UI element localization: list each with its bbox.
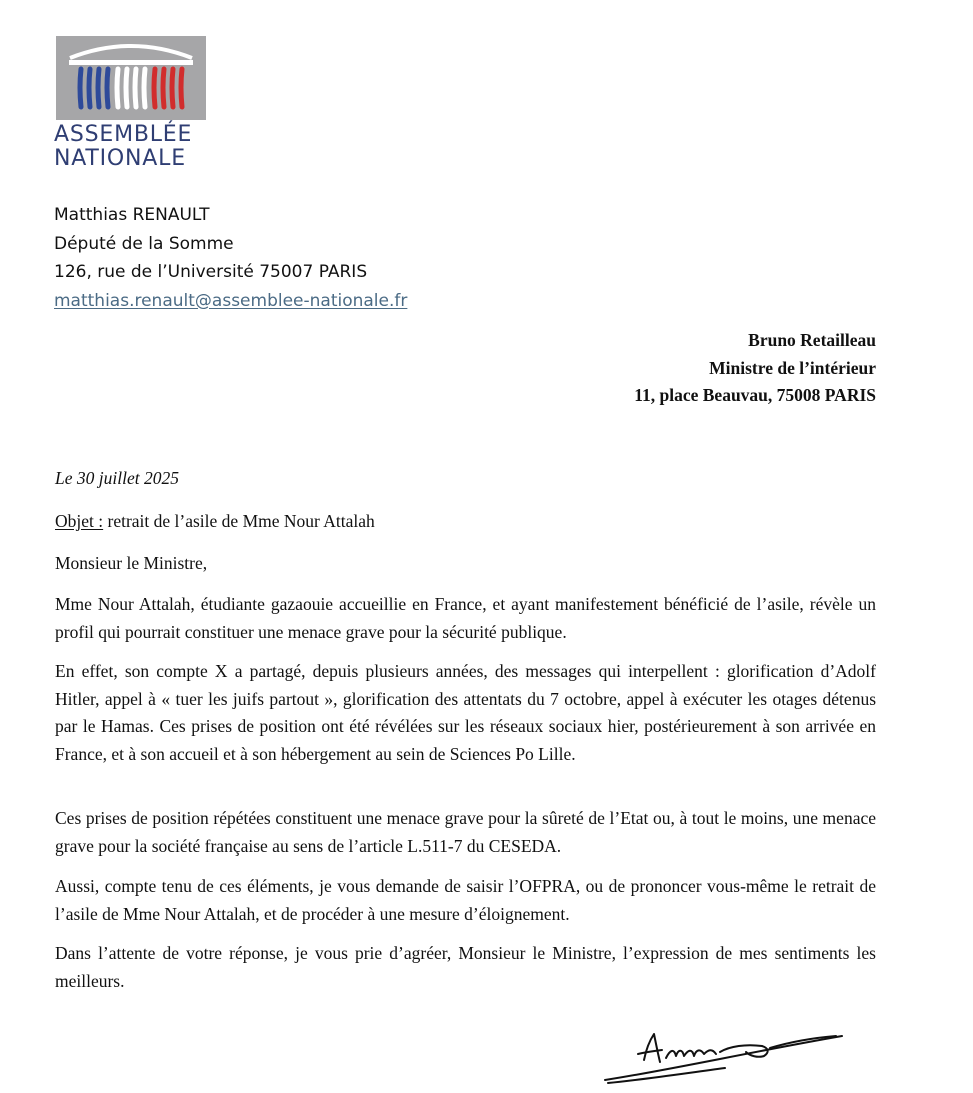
sender-title: Député de la Somme [54, 233, 234, 254]
sender-block [54, 201, 407, 315]
logo-text-line-2: NATIONALE [54, 146, 186, 171]
hemicycle-emblem-icon [56, 36, 206, 120]
letter-paragraph: Aussi, compte tenu de ces éléments, je vous demande de saisir l’OFPRA, ou de prononcer vous-même le retrait de l’asile de Mme Nour Attalah, et de procéder à une mesure d’éloignement. [55, 876, 876, 924]
letter-paragraph: En effet, son compte X a partagé, depuis plusieurs années, des messages qui interpellent : glorification d’Adolf Hitler, appel à « tuer les juifs partout », glorification des attentats du 7 octobre, appel à exécuter les otages détenus par le Hamas. Ces prises de position ont été révélées sur les réseaux sociaux hier, postérieurement à son arrivée en France, et à son accueil et à son hébergement au sein de Sciences Po Lille. [55, 661, 876, 764]
recipient-block [634, 327, 876, 410]
subject-text: retrait de l’asile de Mme Nour Attalah [103, 511, 375, 531]
emblem-pediment [70, 46, 192, 58]
sender-address: 126, rue de l’Université 75007 PARIS [54, 262, 368, 282]
emblem-architrave [69, 60, 193, 65]
hemicycle-emblem [56, 36, 206, 120]
recipient-title: Ministre de l’intérieur [709, 357, 876, 378]
recipient-address: 11, place Beauvau, 75008 PARIS [634, 385, 876, 405]
letter-salutation: Monsieur le Ministre, [55, 553, 208, 573]
letter-paragraph: Mme Nour Attalah, étudiante gazaouie accueillie en France, et ayant manifestement bénéficié de l’asile, révèle un profil qui pourrait constituer une menace grave pour la sécurité publique. [55, 594, 876, 642]
assemblee-nationale-logo [54, 36, 207, 176]
letter-subject [55, 508, 876, 536]
handwritten-signature [600, 1026, 850, 1086]
subject-label: Objet : [55, 511, 104, 531]
letter-paragraph: Ces prises de position répétées constituent une menace grave pour la sûreté de l’Etat ou, à tout le moins, une menace grave pour la société française au sens de l’article L.511-7 du CESEDA. [55, 808, 876, 856]
letter-paragraph: Dans l’attente de votre réponse, je vous prie d’agréer, Monsieur le Ministre, l’expression de mes sentiments les meilleurs. [55, 943, 876, 991]
logo-text-line-1: ASSEMBLÉE [54, 122, 193, 147]
sender-email-link[interactable]: matthias.renault@assemblee-nationale.fr [54, 290, 408, 311]
sender-name: Matthias RENAULT [54, 205, 210, 225]
letter-date: Le 30 juillet 2025 [55, 468, 179, 488]
recipient-name: Bruno Retailleau [748, 330, 876, 350]
signature-icon [600, 1026, 850, 1086]
